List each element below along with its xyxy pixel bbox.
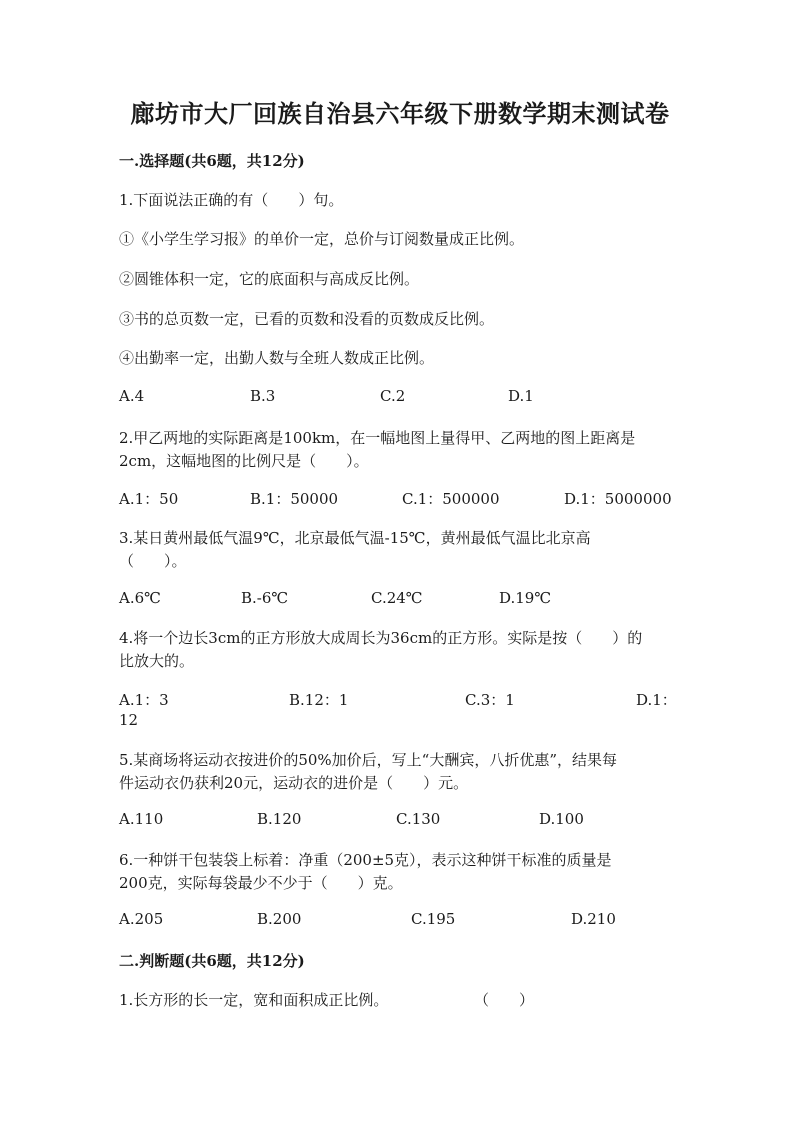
question-1-statement-4: ④出勤率一定，出勤人数与全班人数成正比例。 (119, 349, 435, 367)
section-heading-choice: 一.选择题(共6题，共12分) (119, 152, 305, 170)
question-3-option-a: A.6℃ (119, 589, 161, 607)
question-3-text-line-1: 3.某日黄州最低气温9℃，北京最低气温-15℃，黄州最低气温比北京高 (119, 529, 591, 547)
question-4-option-a: A.1：3 (119, 691, 169, 709)
question-2-text-line-2: 2cm，这幅地图的比例尺是（ ）。 (119, 452, 369, 470)
question-1-option-c: C.2 (380, 387, 406, 405)
question-2-text-line-1: 2.甲乙两地的实际距离是100km，在一幅地图上量得甲、乙两地的图上距离是 (119, 429, 636, 447)
question-6-option-d: D.210 (571, 910, 616, 928)
question-3-option-d: D.19℃ (499, 589, 552, 607)
question-1-statement-3: ③书的总页数一定，已看的页数和没看的页数成反比例。 (119, 310, 495, 328)
question-6-option-b: B.200 (257, 910, 302, 928)
judgment-1-answer-paren: （ ） (474, 991, 535, 1009)
question-4-option-d: D.1： (636, 691, 677, 709)
question-4-option-b: B.12：1 (289, 691, 349, 709)
question-1-statement-2: ②圆锥体积一定，它的底面积与高成反比例。 (119, 270, 420, 288)
section-heading-judgment: 二.判断题(共6题，共12分) (119, 952, 305, 970)
question-4-option-c: C.3：1 (465, 691, 515, 709)
judgment-1-text: 1.长方形的长一定，宽和面积成正比例。 (119, 991, 389, 1009)
question-3-text-line-2: （ ）。 (119, 552, 187, 570)
question-2-option-c: C.1：500000 (402, 490, 500, 508)
question-2-option-d: D.1：5000000 (564, 490, 672, 508)
question-3-option-c: C.24℃ (371, 589, 423, 607)
page-title: 廊坊市大厂回族自治县六年级下册数学期末测试卷 (130, 99, 670, 128)
question-1-option-d: D.1 (508, 387, 534, 405)
question-1-statement-1: ①《小学生学习报》的单价一定，总价与订阅数量成正比例。 (119, 230, 525, 248)
question-5-option-b: B.120 (257, 810, 302, 828)
question-1-option-a: A.4 (119, 387, 145, 405)
question-5-option-d: D.100 (539, 810, 584, 828)
question-1-text: 1.下面说法正确的有（ ）句。 (119, 191, 344, 209)
question-5-text-line-2: 件运动衣仍获利20元，运动衣的进价是（ ）元。 (119, 774, 469, 792)
question-1-option-b: B.3 (250, 387, 276, 405)
question-6-text-line-1: 6.一种饼干包装袋上标着：净重（200±5克），表示这种饼干标准的质量是 (119, 851, 612, 869)
question-3-option-b: B.-6℃ (241, 589, 289, 607)
question-5-option-a: A.110 (119, 810, 164, 828)
question-2-option-b: B.1：50000 (250, 490, 339, 508)
question-5-text-line-1: 5.某商场将运动衣按进价的50%加价后，写上“大酬宾，八折优惠”，结果每 (119, 751, 617, 769)
question-4-text-line-2: 比放大的。 (119, 652, 195, 670)
question-4-text-line-1: 4.将一个边长3cm的正方形放大成周长为36cm的正方形。实际是按（ ）的 (119, 629, 643, 647)
question-2-option-a: A.1：50 (119, 490, 179, 508)
question-6-text-line-2: 200克，实际每袋最少不少于（ ）克。 (119, 874, 403, 892)
question-4-option-d-wrap: 12 (119, 711, 139, 729)
question-5-option-c: C.130 (396, 810, 441, 828)
question-6-option-a: A.205 (119, 910, 164, 928)
question-6-option-c: C.195 (411, 910, 456, 928)
